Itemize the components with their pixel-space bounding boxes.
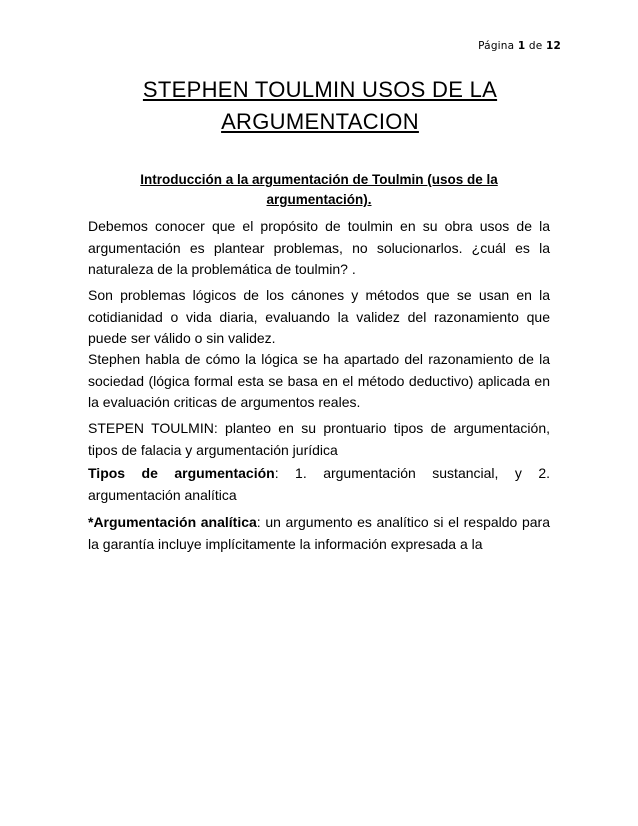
- paragraph-analytic-argument: [88, 512, 550, 555]
- argument-types-label: Tipos de argumentación: [88, 465, 275, 481]
- paragraph-logic-society: Stephen habla de cómo la lógica se ha apartado del razonamiento de la sociedad (lógica formal esta se basa en el método deductivo) aplicada en la evaluación criticas de argumentos reales.: [88, 351, 550, 410]
- page-number: [478, 40, 561, 52]
- page-current: 1: [517, 40, 526, 52]
- argument-types-text: : 1. argumentación sustancial, y 2. argumentación analítica: [88, 465, 551, 503]
- page-total: 12: [545, 40, 561, 52]
- page-prefix: Página: [478, 40, 515, 52]
- analytic-argument-label: *Argumentación analítica: [88, 514, 257, 530]
- document-subtitle: Introducción a la argumentación de Toulmin (usos de la argumentación).: [140, 172, 498, 207]
- paragraph-purpose: Debemos conocer que el propósito de toulmin en su obra usos de la argumentación es plantear problemas, no solucionarlos. ¿cuál es la naturaleza de la problemática de toulmin? .: [88, 218, 550, 277]
- paragraph-toulmin-summary: STEPEN TOULMIN: planteo en su prontuario tipos de argumentación, tipos de falacia y argumentación jurídica: [88, 420, 550, 458]
- document-title: STEPHEN TOULMIN USOS DE LA ARGUMENTACION: [142, 77, 498, 134]
- paragraph-logical-problems: Son problemas lógicos de los cánones y métodos que se usan en la cotidianidad o vida diaria, evaluando la validez del razonamiento que puede ser válido o sin validez.: [88, 287, 550, 346]
- paragraph-argument-types: [88, 463, 550, 506]
- analytic-argument-text: : un argumento es analítico si el respaldo para la garantía incluye implícitamente la información expresada a la: [88, 514, 550, 552]
- page-separator: de: [528, 40, 543, 52]
